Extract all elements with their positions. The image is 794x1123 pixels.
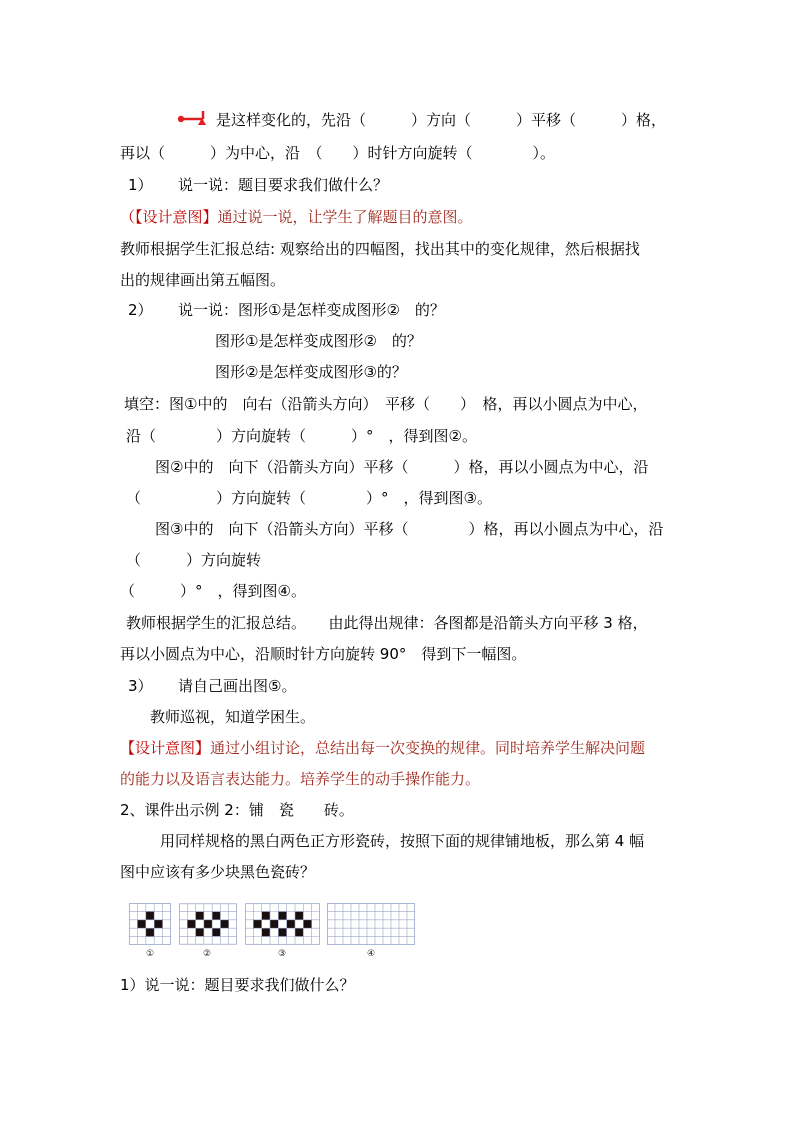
black-tile [187, 920, 195, 928]
fill-blank-line: （ ）方向旋转 [126, 551, 262, 569]
text-line: 教师根据学生的汇报总结。 由此得出规律：各图都是沿箭头方向平移 3 格， [126, 614, 648, 632]
black-tile [270, 920, 278, 928]
text-line: 1）说一说：题目要求我们做什么？ [120, 976, 355, 994]
design-intent-text: 通过说一说，让学生了解题目的意图。 [217, 208, 473, 226]
black-tile [137, 920, 145, 928]
black-tile [278, 912, 286, 920]
black-tile [295, 928, 303, 936]
black-tile [262, 928, 270, 936]
text-line: 是这样变化的，先沿（ ）方向（ ）平移（ ）格， [216, 111, 667, 129]
design-intent-text: 的能力以及语言表达能力。培养学生的动手操作能力。 [120, 770, 481, 788]
tile-figure-3 [245, 903, 320, 945]
figure-caption: ① [146, 949, 155, 959]
text-line: 请自己画出图⑤。 [178, 677, 297, 695]
text-line: 说一说：题目要求我们做什么？ [178, 176, 389, 194]
black-tile [295, 912, 303, 920]
black-tile [220, 920, 228, 928]
figure-caption: ④ [367, 949, 376, 959]
black-tile [212, 928, 220, 936]
text-line: 再以（ ）为中心，沿 （ ）时针方向旋转（ ）。 [120, 144, 556, 162]
list-number: 2） [128, 301, 153, 319]
figure-caption: ③ [278, 949, 287, 959]
black-tile [278, 928, 286, 936]
text-line: 出的规律画出第五幅图。 [120, 271, 286, 289]
tile-figure-2 [179, 903, 237, 945]
section-heading: 2、课件出示例 2：铺 瓷 砖。 [120, 801, 354, 819]
black-tile [212, 912, 220, 920]
fill-blank-line: 填空：图①中的 向右（沿箭头方向） 平移（ ） 格，再以小圆点为中心， [124, 395, 648, 413]
text-line: 说一说：图形①是怎样变成图形② 的？ [178, 301, 445, 319]
black-tile [204, 920, 212, 928]
design-intent-line [120, 738, 645, 758]
paren: （ [120, 208, 136, 226]
list-number: 1） [128, 176, 153, 194]
design-intent-text: 通过小组讨论，总结出每一次变换的规律。同时培养学生解决问题 [210, 739, 646, 757]
arrow-icon [176, 108, 208, 128]
black-tile [262, 912, 270, 920]
black-tile [146, 928, 154, 936]
fill-blank-line: 沿（ ）方向旋转（ ）° ，得到图②。 [126, 427, 477, 445]
design-intent-line [120, 207, 473, 227]
fill-blank-line: （ ）° ，得到图④。 [120, 582, 306, 600]
black-tile [303, 920, 311, 928]
black-tile [287, 920, 295, 928]
black-tile [146, 911, 154, 919]
text-line: 再以小圆点为中心，沿顺时针方向旋转 90° 得到下一幅图。 [120, 645, 527, 663]
design-intent-tag: 【设计意图】 [120, 739, 211, 757]
list-number: 3） [128, 677, 153, 695]
text-line: 教师根据学生汇报总结: 观察给出的四幅图，找出其中的变化规律，然后根据找 [120, 240, 640, 258]
text-line: 用同样规格的黑白两色正方形瓷砖，按照下面的规律铺地板，那么第 4 幅 [160, 832, 645, 850]
text-line: 图形①是怎样变成图形② 的？ [215, 332, 422, 350]
text-line: 教师巡视，知道学困生。 [150, 708, 316, 726]
black-tile [154, 920, 162, 928]
text-line: 图形②是怎样变成图形③的？ [215, 363, 407, 381]
text-line: 图中应该有多少块黑色瓷砖？ [120, 863, 316, 881]
design-intent-tag: 【设计意图】 [135, 208, 218, 226]
fill-blank-line: 图②中的 向下（沿箭头方向）平移（ ）格，再以小圆点为中心，沿 [155, 458, 649, 476]
tile-figure-4 [327, 903, 415, 945]
figure-caption: ② [203, 949, 212, 959]
fill-blank-line: 图③中的 向下（沿箭头方向）平移（ ）格，再以小圆点为中心，沿 [155, 520, 664, 538]
tile-figure-1 [129, 903, 171, 945]
black-tile [196, 928, 204, 936]
black-tile [196, 912, 204, 920]
black-tile [253, 920, 261, 928]
fill-blank-line: （ ）方向旋转（ ）° ，得到图③。 [126, 489, 492, 507]
